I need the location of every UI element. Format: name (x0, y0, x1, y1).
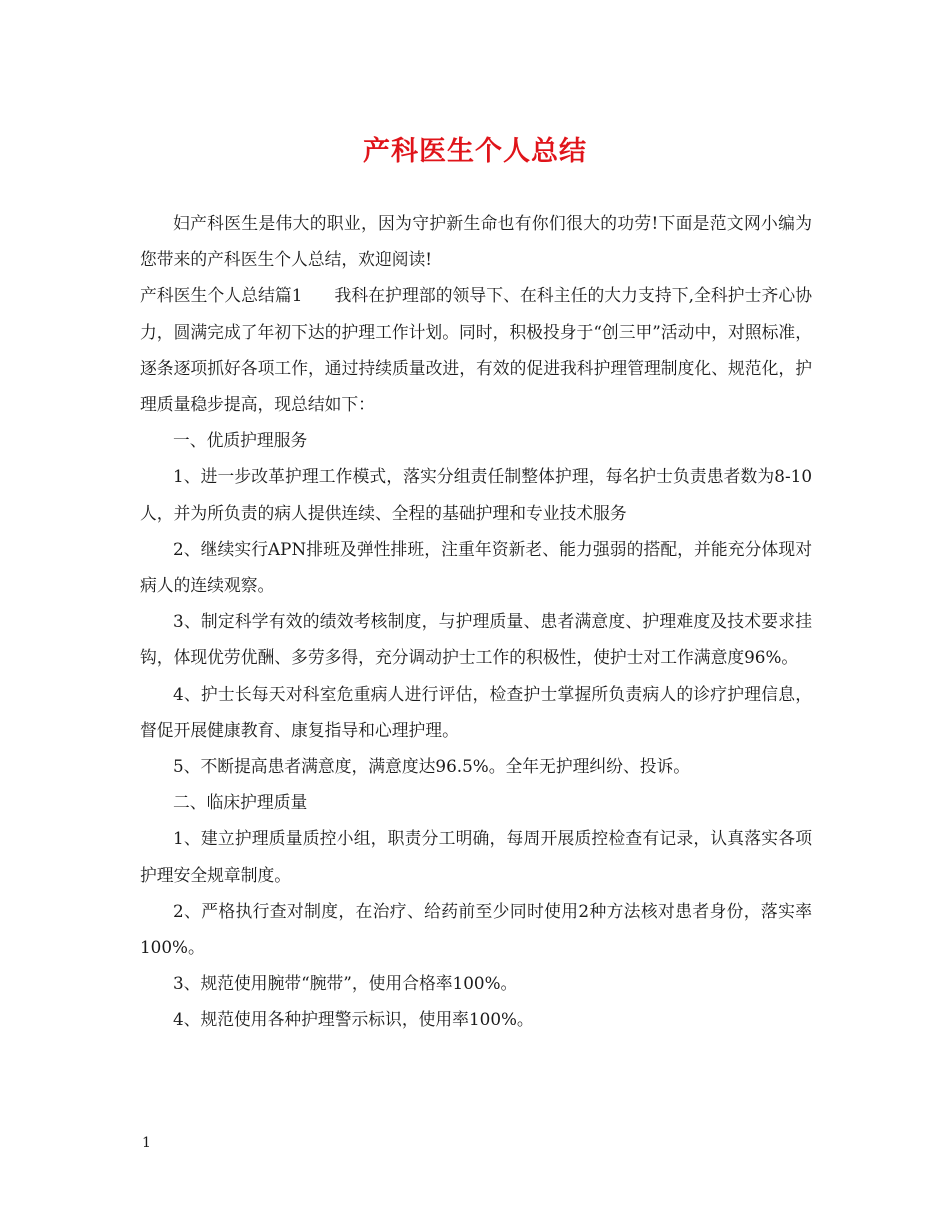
section-heading: 二、临床护理质量 (173, 792, 308, 813)
list-item: 5、不断提高患者满意度，满意度达96.5%。全年无护理纠纷、投诉。 (173, 756, 691, 777)
list-item: 3、规范使用腕带“腕带”，使用合格率100%。 (173, 973, 518, 994)
article-lead-text: 我科在护理部的领导下、在科主任的大力支持下,全科护士齐心协力，圆满完成了年初下达的护理工作计划。同时，积极投身于“创三甲”活动中，对照标准，逐条逐项抓好各项工作，通过持续质量改进，有效的促进我科护理管理制度化、规范化，护理质量稳步提高，现总结如下： (140, 285, 812, 415)
section-heading: 一、优质护理服务 (173, 430, 308, 451)
article-heading: 产科医生个人总结篇1 (140, 285, 303, 306)
article-paragraph (140, 277, 812, 422)
document-title: 产科医生个人总结 (363, 136, 587, 167)
document-body (140, 205, 812, 1038)
list-item: 4、规范使用各种护理警示标识，使用率100%。 (173, 1009, 534, 1030)
list-item: 2、严格执行查对制度，在治疗、给药前至少同时使用2种方法核对患者身份，落实率100%。 (140, 900, 812, 958)
list-item: 2、继续实行APN排班及弹性排班，注重年资新老、能力强弱的搭配，并能充分体现对病人的连续观察。 (140, 538, 812, 596)
page-number: 1 (142, 1135, 151, 1151)
list-item: 4、护士长每天对科室危重病人进行评估，检查护士掌握所负责病人的诊疗护理信息，督促开展健康教育、康复指导和心理护理。 (140, 683, 812, 740)
list-item: 1、建立护理质量质控小组，职责分工明确，每周开展质控检查有记录，认真落实各项护理安全规章制度。 (140, 828, 812, 885)
list-item: 1、进一步改革护理工作模式，落实分组责任制整体护理，每名护士负责患者数为8-10人，并为所负责的病人提供连续、全程的基础护理和专业技术服务 (140, 466, 812, 523)
list-item: 3、制定科学有效的绩效考核制度，与护理质量、患者满意度、护理难度及技术要求挂钩，体现优劳优酬、多劳多得，充分调动护士工作的积极性，使护士对工作满意度96%。 (140, 611, 812, 668)
intro-paragraph: 妇产科医生是伟大的职业，因为守护新生命也有你们很大的功劳!下面是范文网小编为您带来的产科医生个人总结，欢迎阅读! (140, 213, 812, 270)
